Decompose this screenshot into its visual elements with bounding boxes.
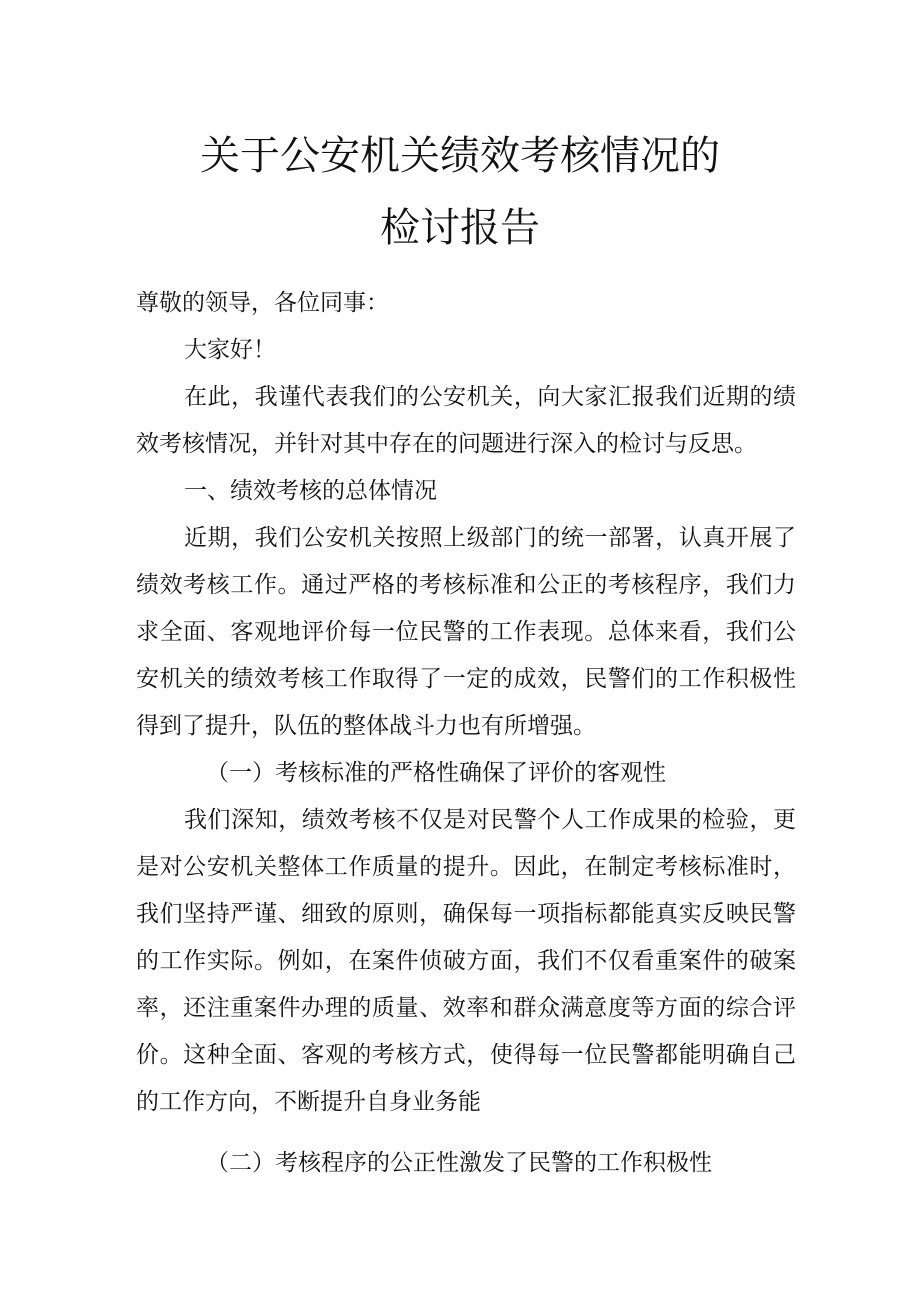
subsection-1-paragraph: 我们深知，绩效考核不仅是对民警个人工作成果的检验，更是对公安机关整体工作质量的提升。因此，在制定考核标准时，我们坚持严谨、细致的原则，确保每一项指标都能真实反映民警的工作实际。例如，在案件侦破方面，我们不仅看重案件的破案率，还注重案件办理的质量、效率和群众满意度等方面的综合评价。这种全面、客观的考核方式，使得每一位民警都能明确自己的工作方向，不断提升自身业务能 <box>136 807 796 1115</box>
subsection-2-heading: （二）考核程序的公正性激发了民警的工作积极性 <box>206 1150 712 1176</box>
section-1-heading: 一、绩效考核的总体情况 <box>184 478 437 504</box>
document-title-line-1: 关于公安机关绩效考核情况的 <box>200 133 720 179</box>
section-1-paragraph: 近期，我们公安机关按照上级部门的统一部署，认真开展了绩效考核工作。通过严格的考核标准和公正的考核程序，我们力求全面、客观地评价每一位民警的工作表现。总体来看，我们公安机关的绩效考核工作取得了一定的成效，民警们的工作积极性得到了提升，队伍的整体战斗力也有所增强。 <box>136 525 796 739</box>
subsection-1-heading: （一）考核标准的严格性确保了评价的客观性 <box>206 760 666 786</box>
document-title-line-2: 检讨报告 <box>380 205 540 251</box>
salutation: 尊敬的领导，各位同事： <box>136 290 389 316</box>
greeting: 大家好！ <box>184 337 276 363</box>
intro-paragraph: 在此，我谨代表我们的公安机关，向大家汇报我们近期的绩效考核情况，并针对其中存在的问题进行深入的检讨与反思。 <box>136 384 796 457</box>
document-body <box>136 280 796 1187</box>
